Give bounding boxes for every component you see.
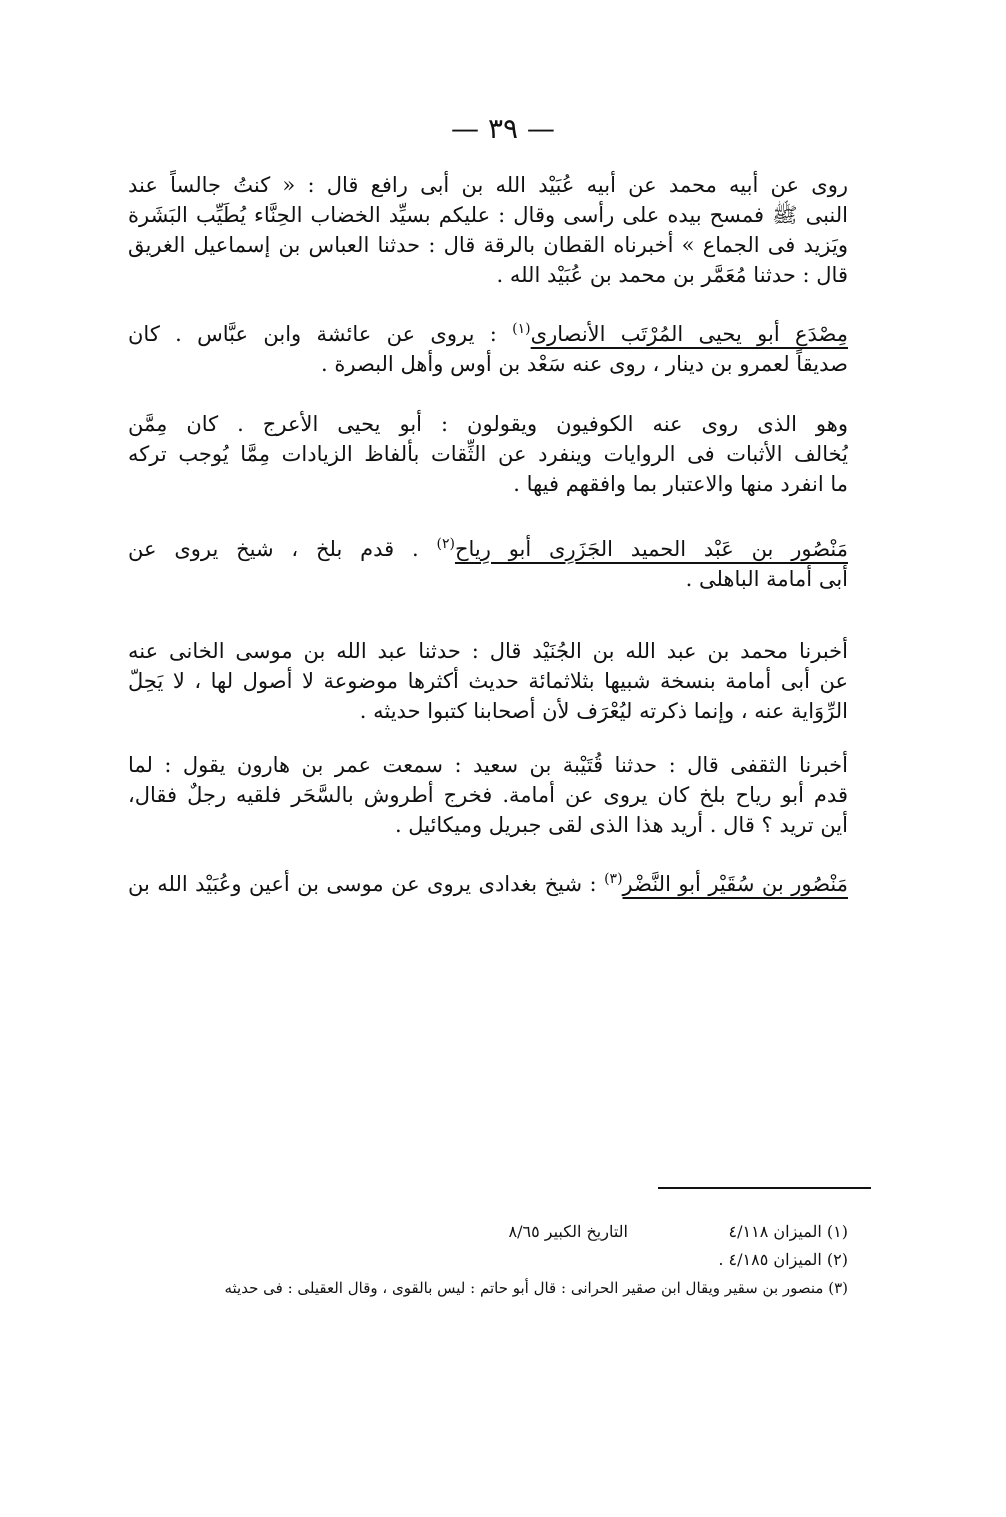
text-line: أبى أمامة الباهلى . xyxy=(685,567,848,591)
text-line: وهو الذى روى عنه الكوفيون ويقولون : أبو يحيى الأعرج . كان مِمَّن xyxy=(128,412,848,436)
text-line: النبى ﷺ فمسح بيده على رأسى وقال : عليكم بسيِّد الخضاب الحِنَّاء يُطَيِّب البَشَرة xyxy=(128,203,848,227)
text-line: أخبرنا الثقفى قال : حدثنا قُتَيْبة بن سعيد : سمعت عمر بن هارون يقول : لما xyxy=(128,753,848,777)
text-line: يُخالف الأثبات فى الروايات وينفرد عن الثِّقات بألفاظ الزيادات مِمَّا يُوجب تركه xyxy=(128,442,848,466)
text-line: روى عن أبيه محمد عن أبيه عُبَيْد الله بن أبى رافع قال : « كنتُ جالساً عند xyxy=(128,173,848,197)
paragraph-5 xyxy=(128,636,848,726)
entry-mansour-1 xyxy=(128,529,848,594)
page-number: — ٣٩ — xyxy=(451,112,555,145)
text-line: عن أبى أمامة بنسخة شبيها بثلاثمائة حديث أكثرها موضوعة لا أصول لها ، لا يَحِلّ xyxy=(128,669,848,693)
entry-first-line xyxy=(128,864,848,899)
text-line: قال : حدثنا مُعَمَّر بن محمد بن عُبَيْد الله . xyxy=(496,263,848,287)
text-line: أين تريد ؟ قال . أريد هذا الذى لقى جبريل وميكائيل . xyxy=(394,813,848,837)
text-line: الرِّوَاية عنه ، وإنما ذكرته ليُعْرَف لأن أصحابنا كتبوا حديثه . xyxy=(359,699,848,723)
entry-heading: مَنْصُور بن سُقَيْر أبو النَّضْر xyxy=(622,872,848,896)
entry-text: . قدم بلخ ، شيخ يروى عن xyxy=(128,537,437,561)
entry-text: : يروى عن عائشة وابن عبَّاس . كان xyxy=(128,322,513,346)
footnote-divider xyxy=(658,1187,871,1189)
footnote-1 xyxy=(128,1218,848,1246)
entry-mesda xyxy=(128,314,848,379)
text-line: ما انفرد منها والاعتبار بما وافقهم فيها . xyxy=(513,472,848,496)
footnote-marker: (٣) xyxy=(604,871,623,887)
text-line: ويَزيد فى الجماع » أخبرناه القطان بالرقة قال : حدثنا العباس بن إسماعيل الغريق xyxy=(128,233,848,257)
footnote-1-a: (١) الميزان ٤/١١٨ xyxy=(728,1222,848,1241)
paragraph-6 xyxy=(128,750,848,840)
footnote-1-b: التاريخ الكبير ٨/٦٥ xyxy=(508,1222,628,1241)
footnote-marker: (٢) xyxy=(436,536,455,552)
text-line: صديقاً لعمرو بن دينار ، روى عنه سَعْد بن أوس وأهل البصرة . xyxy=(321,352,848,376)
entry-first-line xyxy=(128,314,848,349)
entry-text: : شيخ بغدادى يروى عن موسى بن أعين وعُبَيْد الله بن xyxy=(128,872,605,896)
footnote-2-text: (٢) الميزان ٤/١٨٥ . xyxy=(718,1250,848,1269)
footnotes xyxy=(128,1218,848,1302)
entry-heading: مَنْصُور بن عَبْد الحميد الجَزَرِى أبو رِياح xyxy=(454,537,848,561)
footnote-3: (٣) منصور بن سقير ويقال ابن صقير الحرانى : قال أبو حاتم : ليس بالقوى ، وقال العقيلى : فى حديثه xyxy=(224,1279,848,1297)
entry-mansour-2 xyxy=(128,864,848,899)
paragraph-3 xyxy=(128,409,848,499)
text-line: أخبرنا محمد بن عبد الله بن الجُنَيْد قال : حدثنا عبد الله بن موسى الخانى عنه xyxy=(128,639,848,663)
main-text xyxy=(128,170,848,899)
footnote-2 xyxy=(128,1246,848,1274)
entry-first-line xyxy=(128,529,848,564)
entry-heading: مِصْدَع أبو يحيى المُرْتَب الأنصارى xyxy=(530,322,848,346)
footnote-marker: (١) xyxy=(512,321,531,337)
paragraph-1 xyxy=(128,170,848,290)
text-line: قدم أبو رياح بلخ كان يروى عن أمامة. فخرج أطروش بالسَّحَر فلقيه رجلٌ فقال، xyxy=(128,783,848,807)
